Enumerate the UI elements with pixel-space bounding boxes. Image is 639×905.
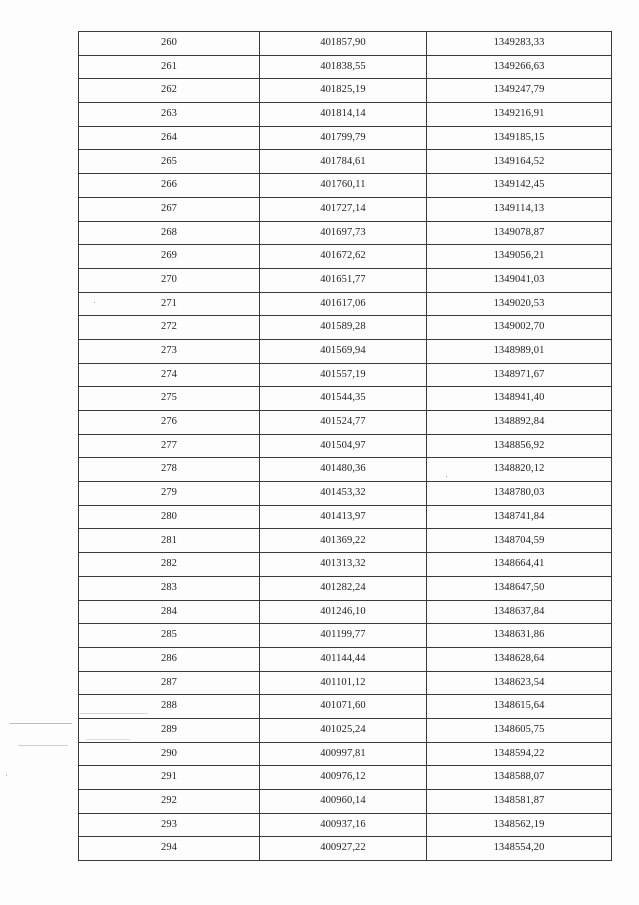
x-coordinate-cell: 401313,32: [260, 553, 427, 577]
point-number-cell: 293: [79, 813, 260, 837]
y-coordinate-cell: 1349041,03: [427, 268, 612, 292]
table-row: [79, 553, 612, 577]
y-coordinate-cell: 1349078,87: [427, 221, 612, 245]
point-number-cell: 288: [79, 695, 260, 719]
scan-artifact: [18, 745, 68, 746]
y-coordinate-cell: 1348554,20: [427, 837, 612, 861]
point-number-cell: 264: [79, 126, 260, 150]
table-row: [79, 411, 612, 435]
table-row: [79, 363, 612, 387]
table-row: [79, 529, 612, 553]
x-coordinate-cell: 401282,24: [260, 576, 427, 600]
x-coordinate-cell: 401369,22: [260, 529, 427, 553]
point-number-cell: 287: [79, 671, 260, 695]
table-row: [79, 718, 612, 742]
y-coordinate-cell: 1348562,19: [427, 813, 612, 837]
point-number-cell: 271: [79, 292, 260, 316]
x-coordinate-cell: 400976,12: [260, 766, 427, 790]
x-coordinate-cell: 401799,79: [260, 126, 427, 150]
x-coordinate-cell: 401480,36: [260, 458, 427, 482]
y-coordinate-cell: 1349114,13: [427, 197, 612, 221]
x-coordinate-cell: 401651,77: [260, 268, 427, 292]
point-number-cell: 282: [79, 553, 260, 577]
x-coordinate-cell: 401071,60: [260, 695, 427, 719]
point-number-cell: 291: [79, 766, 260, 790]
x-coordinate-cell: 401697,73: [260, 221, 427, 245]
table-row: [79, 268, 612, 292]
point-number-cell: 285: [79, 624, 260, 648]
x-coordinate-cell: 401825,19: [260, 79, 427, 103]
x-coordinate-cell: 401569,94: [260, 339, 427, 363]
y-coordinate-cell: 1348856,92: [427, 434, 612, 458]
x-coordinate-cell: 401857,90: [260, 32, 427, 56]
point-number-cell: 286: [79, 647, 260, 671]
y-coordinate-cell: 1349216,91: [427, 103, 612, 127]
point-number-cell: 278: [79, 458, 260, 482]
x-coordinate-cell: 401101,12: [260, 671, 427, 695]
point-number-cell: 260: [79, 32, 260, 56]
scan-artifact: [10, 723, 72, 724]
y-coordinate-cell: 1349164,52: [427, 150, 612, 174]
y-coordinate-cell: 1349185,15: [427, 126, 612, 150]
table-row: [79, 292, 612, 316]
table-row: [79, 647, 612, 671]
y-coordinate-cell: 1349020,53: [427, 292, 612, 316]
x-coordinate-cell: 401557,19: [260, 363, 427, 387]
y-coordinate-cell: 1348605,75: [427, 718, 612, 742]
x-coordinate-cell: 400997,81: [260, 742, 427, 766]
table-row: [79, 837, 612, 861]
y-coordinate-cell: 1348820,12: [427, 458, 612, 482]
point-number-cell: 272: [79, 316, 260, 340]
y-coordinate-cell: 1348664,41: [427, 553, 612, 577]
y-coordinate-cell: 1348741,84: [427, 505, 612, 529]
table-row: [79, 742, 612, 766]
point-number-cell: 280: [79, 505, 260, 529]
y-coordinate-cell: 1348989,01: [427, 339, 612, 363]
y-coordinate-cell: 1348780,03: [427, 482, 612, 506]
table-row: [79, 576, 612, 600]
y-coordinate-cell: 1348623,54: [427, 671, 612, 695]
point-number-cell: 294: [79, 837, 260, 861]
point-number-cell: 267: [79, 197, 260, 221]
point-number-cell: 265: [79, 150, 260, 174]
x-coordinate-cell: 401760,11: [260, 174, 427, 198]
table-row: [79, 126, 612, 150]
point-number-cell: 292: [79, 790, 260, 814]
y-coordinate-cell: 1348594,22: [427, 742, 612, 766]
point-number-cell: 281: [79, 529, 260, 553]
point-number-cell: 289: [79, 718, 260, 742]
x-coordinate-cell: 401784,61: [260, 150, 427, 174]
x-coordinate-cell: 400960,14: [260, 790, 427, 814]
x-coordinate-cell: 401025,24: [260, 718, 427, 742]
point-number-cell: 275: [79, 387, 260, 411]
point-number-cell: 261: [79, 55, 260, 79]
point-number-cell: 290: [79, 742, 260, 766]
point-number-cell: 262: [79, 79, 260, 103]
y-coordinate-cell: 1348588,07: [427, 766, 612, 790]
table-row: [79, 55, 612, 79]
point-number-cell: 274: [79, 363, 260, 387]
point-number-cell: 266: [79, 174, 260, 198]
point-number-cell: 263: [79, 103, 260, 127]
scan-artifact: [6, 775, 7, 776]
table-row: [79, 245, 612, 269]
point-number-cell: 277: [79, 434, 260, 458]
y-coordinate-cell: 1348631,86: [427, 624, 612, 648]
x-coordinate-cell: 401727,14: [260, 197, 427, 221]
x-coordinate-cell: 400927,22: [260, 837, 427, 861]
y-coordinate-cell: 1348892,84: [427, 411, 612, 435]
y-coordinate-cell: 1348704,59: [427, 529, 612, 553]
table-row: [79, 174, 612, 198]
table-row: [79, 695, 612, 719]
y-coordinate-cell: 1349283,33: [427, 32, 612, 56]
table-row: [79, 458, 612, 482]
point-number-cell: 269: [79, 245, 260, 269]
table-row: [79, 150, 612, 174]
table-row: [79, 387, 612, 411]
table-row: [79, 221, 612, 245]
table-row: [79, 434, 612, 458]
x-coordinate-cell: 400937,16: [260, 813, 427, 837]
coordinates-table: [78, 31, 612, 861]
table-row: [79, 766, 612, 790]
x-coordinate-cell: 401144,44: [260, 647, 427, 671]
y-coordinate-cell: 1348637,84: [427, 600, 612, 624]
table-row: [79, 79, 612, 103]
y-coordinate-cell: 1349142,45: [427, 174, 612, 198]
coordinates-table-body: [79, 32, 612, 861]
x-coordinate-cell: 401838,55: [260, 55, 427, 79]
table-row: [79, 671, 612, 695]
point-number-cell: 273: [79, 339, 260, 363]
table-row: [79, 813, 612, 837]
point-number-cell: 276: [79, 411, 260, 435]
x-coordinate-cell: 401544,35: [260, 387, 427, 411]
table-row: [79, 600, 612, 624]
x-coordinate-cell: 401246,10: [260, 600, 427, 624]
x-coordinate-cell: 401199,77: [260, 624, 427, 648]
y-coordinate-cell: 1348615,64: [427, 695, 612, 719]
y-coordinate-cell: 1349056,21: [427, 245, 612, 269]
y-coordinate-cell: 1349247,79: [427, 79, 612, 103]
table-row: [79, 790, 612, 814]
point-number-cell: 279: [79, 482, 260, 506]
x-coordinate-cell: 401672,62: [260, 245, 427, 269]
x-coordinate-cell: 401413,97: [260, 505, 427, 529]
y-coordinate-cell: 1348581,87: [427, 790, 612, 814]
y-coordinate-cell: 1349266,63: [427, 55, 612, 79]
y-coordinate-cell: 1348971,67: [427, 363, 612, 387]
x-coordinate-cell: 401453,32: [260, 482, 427, 506]
table-row: [79, 339, 612, 363]
table-row: [79, 32, 612, 56]
y-coordinate-cell: 1348628,64: [427, 647, 612, 671]
x-coordinate-cell: 401504,97: [260, 434, 427, 458]
y-coordinate-cell: 1348647,50: [427, 576, 612, 600]
table-row: [79, 482, 612, 506]
table-row: [79, 505, 612, 529]
point-number-cell: 284: [79, 600, 260, 624]
table-row: [79, 197, 612, 221]
x-coordinate-cell: 401524,77: [260, 411, 427, 435]
x-coordinate-cell: 401589,28: [260, 316, 427, 340]
x-coordinate-cell: 401814,14: [260, 103, 427, 127]
point-number-cell: 283: [79, 576, 260, 600]
table-row: [79, 316, 612, 340]
table-row: [79, 103, 612, 127]
y-coordinate-cell: 1349002,70: [427, 316, 612, 340]
y-coordinate-cell: 1348941,40: [427, 387, 612, 411]
point-number-cell: 270: [79, 268, 260, 292]
point-number-cell: 268: [79, 221, 260, 245]
table-row: [79, 624, 612, 648]
x-coordinate-cell: 401617,06: [260, 292, 427, 316]
